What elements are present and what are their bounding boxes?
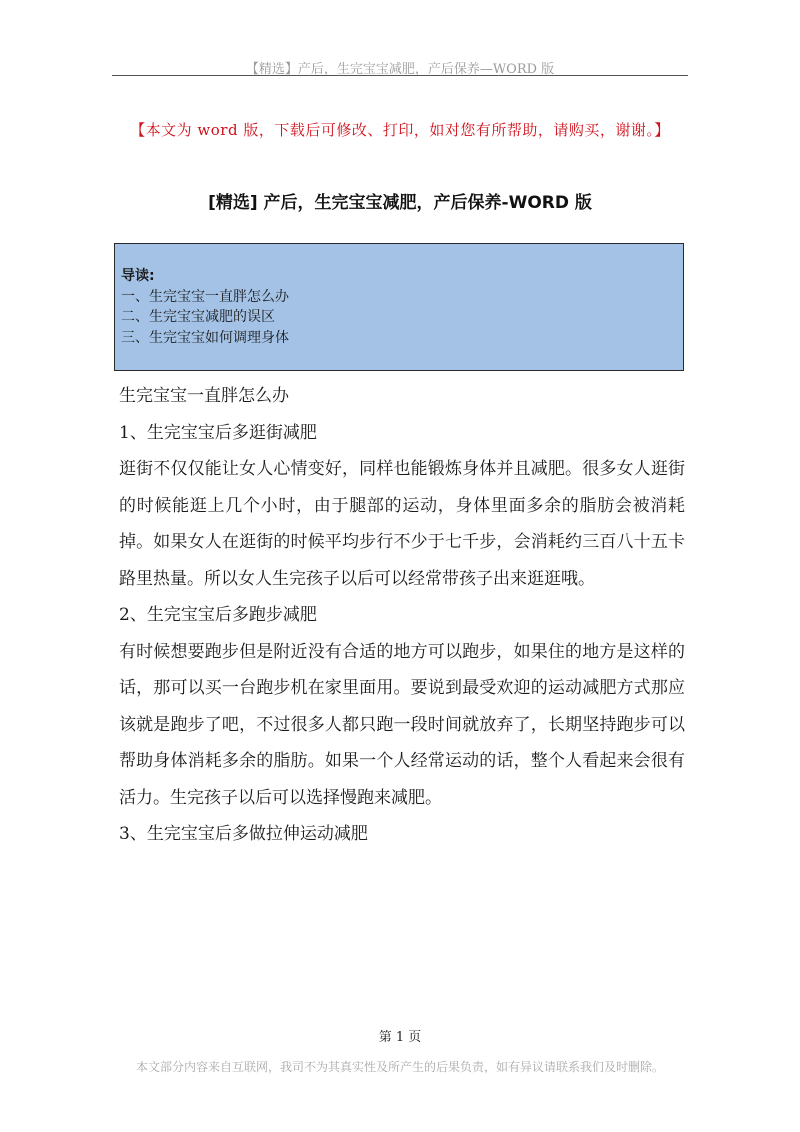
purchase-notice: 【本文为 word 版，下载后可修改、打印，如对您有所帮助，请购买，谢谢。】 <box>130 121 670 139</box>
section-heading: 生完宝宝一直胖怎么办 <box>119 386 289 406</box>
guide-item-2: 二、生完宝宝减肥的误区 <box>121 309 275 325</box>
guide-label: 导读: <box>121 268 155 284</box>
item1-paragraph: 逛街不仅仅能让女人心情变好，同样也能锻炼身体并且减肥。很多女人逛街的时候能逛上几个小时，由于腿部的运动，身体里面多余的脂肪会被消耗掉。如果女人在逛街的时候平均步行不少于七千步，会消耗约三百八十五卡路里热量。所以女人生完孩子以后可以经常带孩子出来逛逛哦。 <box>119 459 685 589</box>
document-body <box>119 378 685 853</box>
item3-heading: 3、生完宝宝后多做拉伸运动减肥 <box>119 824 368 844</box>
guide-box <box>114 243 684 371</box>
running-header: 【精选】产后，生完宝宝减肥，产后保养—WORD 版 <box>245 62 555 77</box>
item2-paragraph: 有时候想要跑步但是附近没有合适的地方可以跑步，如果住的地方是这样的话，那可以买一台跑步机在家里面用。要说到最受欢迎的运动减肥方式那应该就是跑步了吧，不过很多人都只跑一段时间就放弃了，长期坚持跑步可以帮助身体消耗多余的脂肪。如果一个人经常运动的话，整个人看起来会很有活力。生完孩子以后可以选择慢跑来减肥。 <box>119 641 685 808</box>
page-number: 第 1 页 <box>378 1030 422 1045</box>
footer-disclaimer: 本文部分内容来自互联网，我司不为其真实性及所产生的后果负责，如有异议请联系我们及时删除。 <box>135 1060 664 1074</box>
header-divider <box>112 75 688 76</box>
guide-item-3: 三、生完宝宝如何调理身体 <box>121 329 289 346</box>
guide-item-1: 一、生完宝宝一直胖怎么办 <box>121 288 289 305</box>
item2-heading: 2、生完宝宝后多跑步减肥 <box>119 605 317 625</box>
document-title: [精选] 产后，生完宝宝减肥，产后保养-WORD 版 <box>208 193 592 213</box>
item1-heading: 1、生完宝宝后多逛街减肥 <box>119 422 317 443</box>
